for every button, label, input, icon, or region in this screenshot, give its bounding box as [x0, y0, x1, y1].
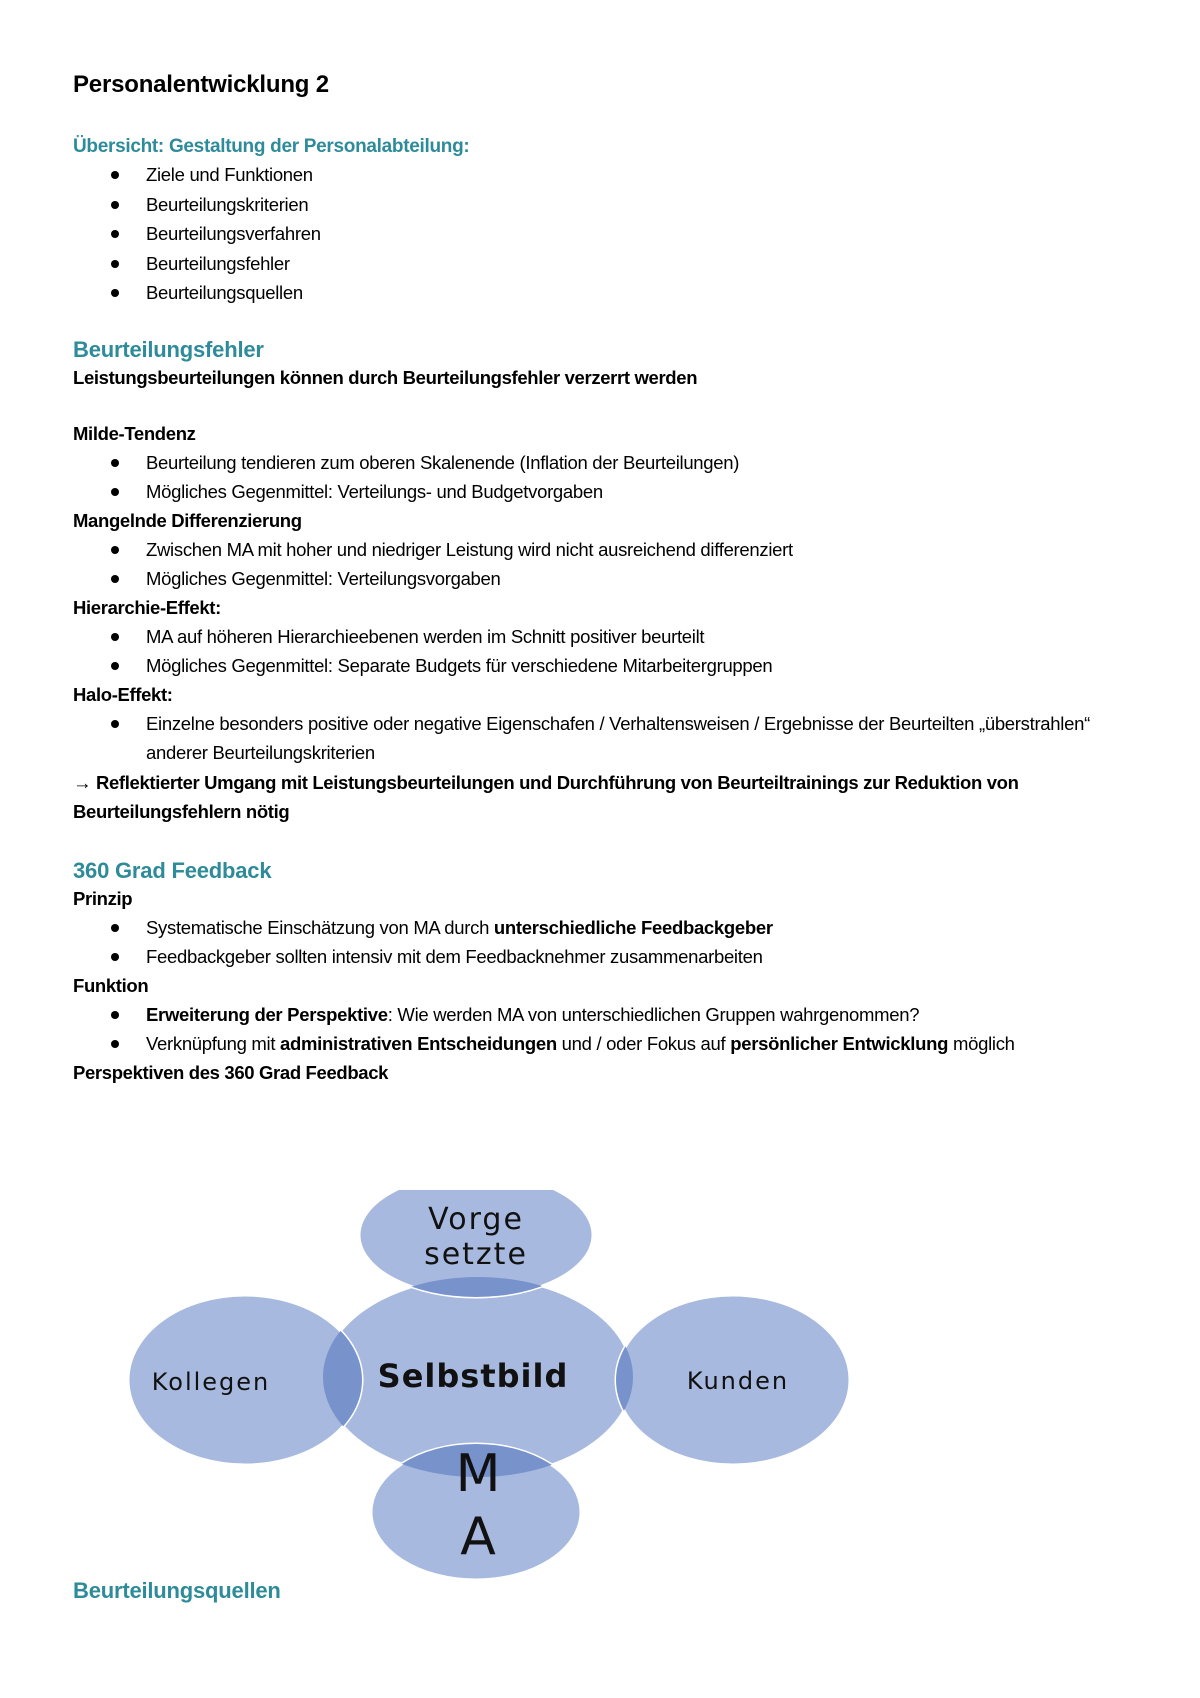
- list-item: Mögliches Gegenmittel: Separate Budgets für verschiedene Mitarbeitergruppen: [73, 651, 1133, 681]
- section-heading-quellen-wrap: [73, 1577, 281, 1605]
- list-item: Ziele und Funktionen: [73, 160, 1133, 190]
- prinzip-list: [73, 913, 1133, 972]
- text-run: möglich: [948, 1033, 1015, 1054]
- list-item: Beurteilungsquellen: [73, 278, 1133, 308]
- hierarchie-list: [73, 622, 1133, 681]
- list-item: Mögliches Gegenmittel: Verteilungsvorgaben: [73, 564, 1133, 594]
- overview-heading: Übersicht: Gestaltung der Personalabteilung:: [73, 136, 470, 157]
- label-top-line2: setzte: [424, 1237, 528, 1272]
- subheading-milde-tendenz: Milde-Tendenz: [73, 422, 196, 444]
- section-intro: Leistungsbeurteilungen können durch Beurteilungsfehler verzerrt werden: [73, 366, 698, 388]
- text-run-bold: Erweiterung der Perspektive: [146, 1003, 388, 1025]
- subheading-funktion: Funktion: [73, 974, 149, 996]
- list-item: Beurteilungsfehler: [73, 249, 1133, 279]
- text-run: : Wie werden MA von unterschiedlichen Gruppen wahrgenommen?: [387, 1003, 920, 1025]
- overview-list: [73, 160, 1133, 308]
- funktion-list: [73, 1000, 1133, 1059]
- list-item: [73, 1000, 1133, 1030]
- feedback-360-svg: [73, 1190, 893, 1590]
- subheading-hierarchie-effekt: Hierarchie-Effekt:: [73, 596, 221, 618]
- label-bottom-line1: M: [455, 1444, 501, 1504]
- list-item: [73, 913, 1133, 943]
- differenzierung-list: [73, 535, 1133, 594]
- subheading-perspektiven: Perspektiven des 360 Grad Feedback: [73, 1061, 389, 1083]
- list-item: Mögliches Gegenmittel: Verteilungs- und Budgetvorgaben: [73, 477, 1133, 507]
- label-bottom-line2: A: [460, 1507, 496, 1567]
- text-run: Systematische Einschätzung von MA durch: [146, 916, 494, 938]
- list-item: Einzelne besonders positive oder negative Eigenschafen / Verhaltensweisen / Ergebnisse der Beurteilten „überstrahlen“ anderer Beurteilungskriterien: [73, 709, 1146, 768]
- list-item: Beurteilung tendieren zum oberen Skalenende (Inflation der Beurteilungen): [73, 448, 1133, 478]
- document-page: [73, 70, 1133, 1087]
- text-run-bold: administrativen Entscheidungen: [280, 1033, 557, 1054]
- conclusion: [73, 768, 1133, 827]
- text-run-bold: persönlicher Entwicklung: [730, 1033, 949, 1054]
- feedback-360-diagram: [73, 1190, 893, 1590]
- spacer: [73, 827, 1133, 857]
- spacer: [73, 392, 1133, 420]
- list-item: Feedbackgeber sollten intensiv mit dem Feedbacknehmer zusammenarbeiten: [73, 942, 1133, 972]
- label-left: Kollegen: [151, 1368, 271, 1396]
- section-heading-beurteilungsfehler: Beurteilungsfehler: [73, 336, 264, 362]
- list-item: Beurteilungskriterien: [73, 190, 1133, 220]
- label-right: Kunden: [686, 1367, 790, 1395]
- section-heading-360-feedback: 360 Grad Feedback: [73, 857, 272, 883]
- subheading-halo-effekt: Halo-Effekt:: [73, 683, 173, 705]
- milde-list: [73, 448, 1133, 507]
- list-item: [73, 1029, 1146, 1059]
- list-item: Zwischen MA mit hoher und niedriger Leistung wird nicht ausreichend differenziert: [73, 535, 1133, 565]
- page-title: Personalentwicklung 2: [73, 71, 329, 98]
- label-top-line1: Vorge: [428, 1202, 524, 1237]
- list-item: MA auf höheren Hierarchieebenen werden im Schnitt positiver beurteilt: [73, 622, 1133, 652]
- arrow-right-icon: →: [73, 771, 92, 793]
- section-heading-beurteilungsquellen: Beurteilungsquellen: [73, 1578, 281, 1603]
- list-item: Beurteilungsverfahren: [73, 219, 1133, 249]
- text-run: Verknüpfung mit: [146, 1033, 281, 1054]
- spacer: [73, 308, 1133, 336]
- subheading-prinzip: Prinzip: [73, 887, 133, 909]
- text-run: und / oder Fokus auf: [556, 1033, 731, 1054]
- label-center: Selbstbild: [377, 1357, 569, 1395]
- conclusion-text: Reflektierter Umgang mit Leistungsbeurteilungen und Durchführung von Beurteiltrainings zur Reduktion von Beurteilungsfehlern nötig: [73, 771, 1019, 822]
- subheading-mangelnde-differenzierung: Mangelnde Differenzierung: [73, 509, 302, 531]
- halo-list: [73, 709, 1133, 768]
- text-run-bold: unterschiedliche Feedbackgeber: [493, 916, 773, 938]
